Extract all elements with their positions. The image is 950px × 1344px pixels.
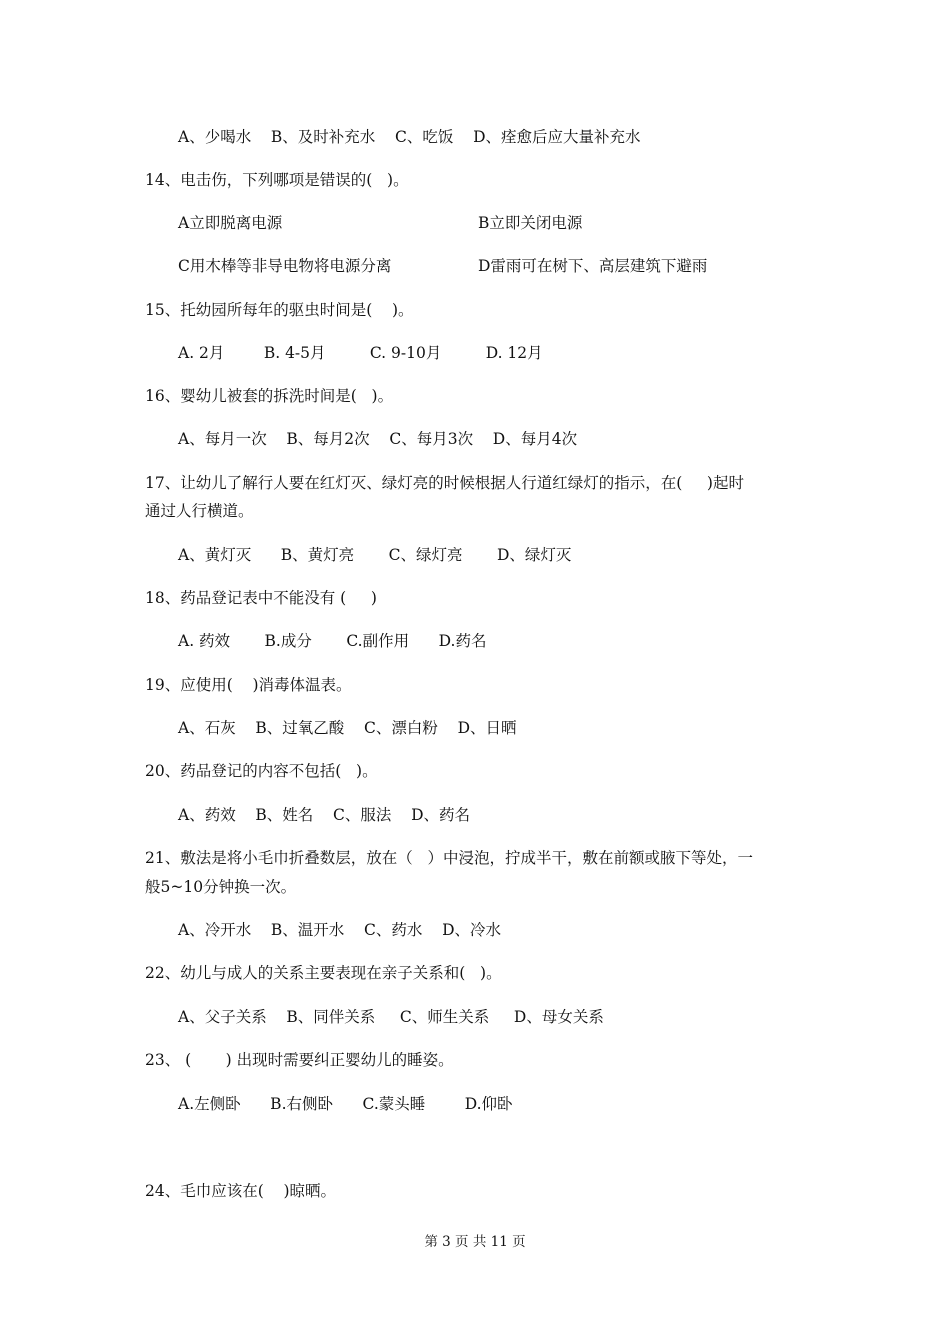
q16-question: 16、婴幼儿被套的拆洗时间是( )。 <box>145 387 394 405</box>
q17-options: A、黄灯灭 B、黄灯亮 C、绿灯亮 D、绿灯灭 <box>178 546 572 564</box>
q18-options: A. 药效 B.成分 C.副作用 D.药名 <box>178 632 487 650</box>
q15-options: A. 2月 B. 4-5月 C. 9-10月 D. 12月 <box>178 344 543 362</box>
q16-options: A、每月一次 B、每月2次 C、每月3次 D、每月4次 <box>178 430 578 448</box>
q20-options: A、药效 B、姓名 C、服法 D、药名 <box>178 806 470 824</box>
q17-question-line1: 17、让幼儿了解行人要在红灯灭、绿灯亮的时候根据人行道红绿灯的指示，在( )起时 <box>145 474 744 492</box>
q17-question-line2: 通过人行横道。 <box>145 502 254 520</box>
q18-question: 18、药品登记表中不能没有 ( ) <box>145 589 377 607</box>
q21-question-line2: 般5~10分钟换一次。 <box>145 878 297 896</box>
q22-question: 22、幼儿与成人的关系主要表现在亲子关系和( )。 <box>145 964 502 982</box>
q23-options: A.左侧卧 B.右侧卧 C.蒙头睡 D.仰卧 <box>178 1095 513 1113</box>
q22-options: A、父子关系 B、同伴关系 C、师生关系 D、母女关系 <box>178 1008 604 1026</box>
q19-question: 19、应使用( )消毒体温表。 <box>145 676 352 694</box>
q14-option-d: D雷雨可在树下、高层建筑下避雨 <box>478 257 708 275</box>
q23-question: 23、 ( ) 出现时需要纠正婴幼儿的睡姿。 <box>145 1051 454 1069</box>
q19-options: A、石灰 B、过氧乙酸 C、漂白粉 D、日晒 <box>178 719 517 737</box>
q14-option-a: A立即脱离电源 <box>178 214 283 232</box>
q21-question-line1: 21、敷法是将小毛巾折叠数层，放在（ ）中浸泡，拧成半干，敷在前额或腋下等处，一 <box>145 849 754 867</box>
page-footer: 第 3 页 共 11 页 <box>424 1234 526 1250</box>
q14-option-b: B立即关闭电源 <box>478 214 583 232</box>
q24-question: 24、毛巾应该在( )晾晒。 <box>145 1182 337 1200</box>
q20-question: 20、药品登记的内容不包括( )。 <box>145 762 378 780</box>
q13-options: A、少喝水 B、及时补充水 C、吃饭 D、痊愈后应大量补充水 <box>178 128 641 146</box>
q15-question: 15、托幼园所每年的驱虫时间是( )。 <box>145 301 414 319</box>
q21-options: A、冷开水 B、温开水 C、药水 D、冷水 <box>178 921 501 939</box>
q14-option-c: C用木棒等非导电物将电源分离 <box>178 257 392 275</box>
q14-question: 14、电击伤，下列哪项是错误的( )。 <box>145 171 409 189</box>
